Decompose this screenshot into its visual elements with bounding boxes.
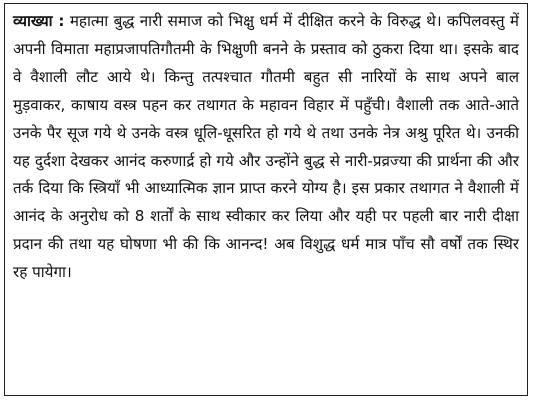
- explanation-body: महात्मा बुद्ध नारी समाज को भिक्षु धर्म में दीक्षित करने के विरुद्ध थे। कपिलवस्तु में अपनी विमाता महाप्रजापतिगौतमी के भिक्षुणी बनने के प्रस्ताव को ठुकरा दिया था। इसके बाद वे वैशाली लौट आये थे। किन्तु तत्पश्चात गौतमी बहुत सी नारियों के साथ अपने बाल मुड़वाकर, काषाय वस्त्र पहन कर तथागत के महावन विहार में पहुँची। वैशाली तक आते-आते उनके पैर सूज गये थे उनके वस्त्र धूलि-धूसरित हो गये थे तथा उनके नेत्र अश्रु पूरित थे। उनकी यह दुर्दशा देखकर आनंद करुणार्द्र हो गये और उन्होंने बुद्ध से नारी-प्रव्रज्या की प्रार्थना की और तर्क दिया कि स्त्रियाँ भी आध्यात्मिक ज्ञान प्राप्त करने योग्य है। इस प्रकार तथागत ने वैशाली में आनंद के अनुरोध को 8 शर्तों के साथ स्वीकार कर लिया और यही पर पहली बार नारी दीक्षा प्रदान की तथा यह घोषणा भी की कि आनन्द! अब विशुद्ध धर्म मात्र पाँच सौ वर्षों तक स्थिर रह पायेगा।: [13, 12, 519, 282]
- document-text-box: [4, 3, 528, 396]
- explanation-label: व्याख्या :: [13, 12, 65, 30]
